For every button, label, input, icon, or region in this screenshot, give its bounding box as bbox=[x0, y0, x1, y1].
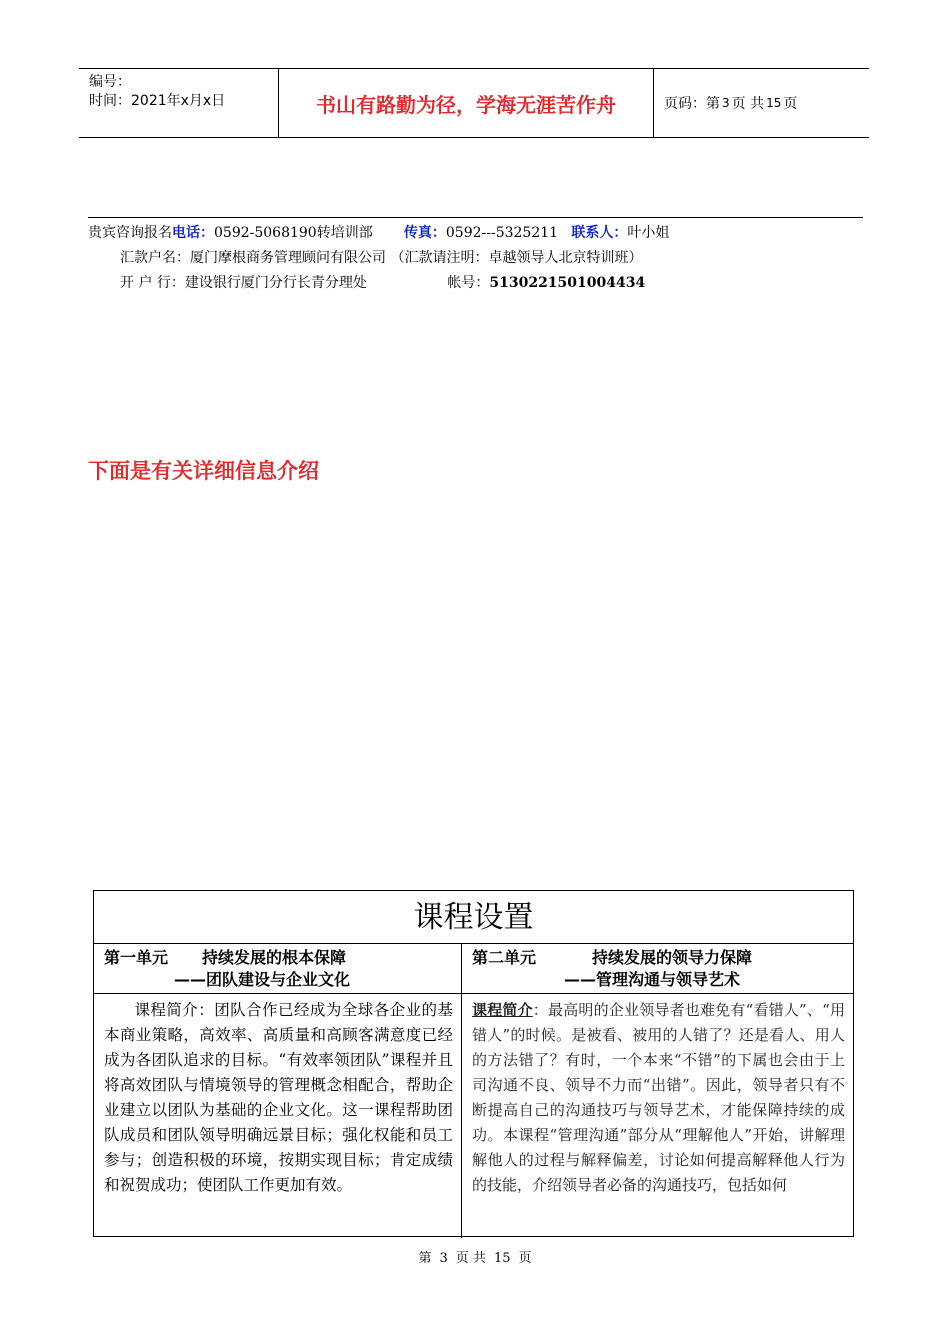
footer-total: 15 bbox=[493, 1251, 511, 1266]
unit2-cell bbox=[462, 944, 853, 1238]
unit2-subtitle: ——管理沟通与领导艺术 bbox=[564, 970, 741, 989]
page-footer bbox=[0, 1247, 950, 1266]
unit1-cell bbox=[94, 944, 462, 1238]
bank-line bbox=[120, 272, 645, 292]
fax-label: 传真： bbox=[403, 225, 446, 241]
account-no-value: 5130221501004434 bbox=[489, 275, 646, 291]
intro-heading: 下面是有关详细信息介绍 bbox=[88, 459, 319, 483]
course-title: 课程设置 bbox=[94, 891, 853, 944]
document-header bbox=[79, 68, 869, 138]
unit2-name: 持续发展的领导力保障 bbox=[592, 948, 753, 967]
account-no-label: 帐号： bbox=[447, 275, 490, 291]
account-name-line bbox=[120, 247, 642, 267]
footer-prefix: 第 bbox=[418, 1251, 432, 1266]
time-label: 时间：2021年x月x日 bbox=[89, 93, 226, 109]
account-name-value: 厦门摩根商务管理顾问有限公司 （汇款请注明：卓越领导人北京特训班） bbox=[190, 250, 643, 266]
page-total: 15 bbox=[766, 96, 782, 110]
unit2-description bbox=[462, 994, 853, 1238]
bank-label: 开 户 行： bbox=[120, 275, 185, 291]
contact-person-value: 叶小姐 bbox=[627, 225, 670, 241]
unit2-label: 课程简介 bbox=[472, 1001, 533, 1019]
contact-prefix: 贵宾咨询报名 bbox=[88, 225, 172, 241]
contact-line bbox=[88, 222, 669, 242]
footer-suffix: 页 bbox=[518, 1251, 532, 1266]
page-current: 3 bbox=[722, 96, 730, 110]
unit1-description bbox=[94, 994, 461, 1238]
unit1-text: 课程简介：团队合作已经成为全球各企业的基本商业策略，高效率、高质量和高顾客满意度已经成为各团队追求的目标。“有效率领团队”课程并且将高效团队与情境领导的管理概念相配合，帮助企业建立以团队为基础的企业文化。这一课程帮助团队成员和团队领导明确远景目标；强化权能和员工参与；创造积极的环境，按期实现目标；肯定成绩和祝贺成功；使团队工作更加有效。 bbox=[104, 1001, 453, 1194]
fax-value: 0592---5325211 bbox=[445, 225, 559, 241]
bank-value: 建设银行厦门分行长青分理处 bbox=[184, 275, 367, 291]
phone-label: 电话： bbox=[172, 225, 214, 241]
unit2-number: 第二单元 bbox=[472, 948, 537, 967]
course-table bbox=[93, 890, 854, 1237]
contact-person-label: 联系人： bbox=[571, 225, 628, 241]
unit1-subtitle: ——团队建设与企业文化 bbox=[174, 970, 351, 989]
unit2-heading bbox=[462, 944, 853, 994]
page-prefix: 页码：第 bbox=[664, 96, 720, 112]
page-mid: 页 共 bbox=[731, 96, 765, 112]
header-page-info bbox=[654, 69, 869, 137]
number-label: 编号： bbox=[89, 74, 131, 90]
footer-current: 3 bbox=[439, 1251, 448, 1266]
unit1-heading bbox=[94, 944, 461, 994]
header-motto: 书山有路勤为径，学海无涯苦作舟 bbox=[279, 69, 654, 137]
phone-value: 0592-5068190转培训部 bbox=[214, 225, 373, 241]
footer-mid: 页 共 bbox=[455, 1251, 486, 1266]
course-units-row bbox=[94, 944, 853, 1238]
page-suffix: 页 bbox=[783, 96, 798, 112]
unit1-number: 第一单元 bbox=[104, 948, 169, 967]
divider-line bbox=[88, 217, 863, 218]
unit1-name: 持续发展的根本保障 bbox=[202, 948, 347, 967]
unit2-text: ：最高明的企业领导者也难免有“看错人”、“用错人”的时候。是被看、被用的人错了？还是看人、用人的方法错了？有时，一个本来“不错”的下属也会由于上司沟通不良、领导不力而“出错”。因此，领导者只有不断提高自己的沟通技巧与领导艺术，才能保障持续的成功。本课程“管理沟通”部分从“理解他人”开始，讲解理解他人的过程与解释偏差，讨论如何提高解释他人行为的技能，介绍领导者必备的沟通技巧，包括如何 bbox=[472, 1001, 845, 1194]
header-meta bbox=[79, 69, 279, 137]
account-name-label: 汇款户名： bbox=[120, 250, 190, 266]
